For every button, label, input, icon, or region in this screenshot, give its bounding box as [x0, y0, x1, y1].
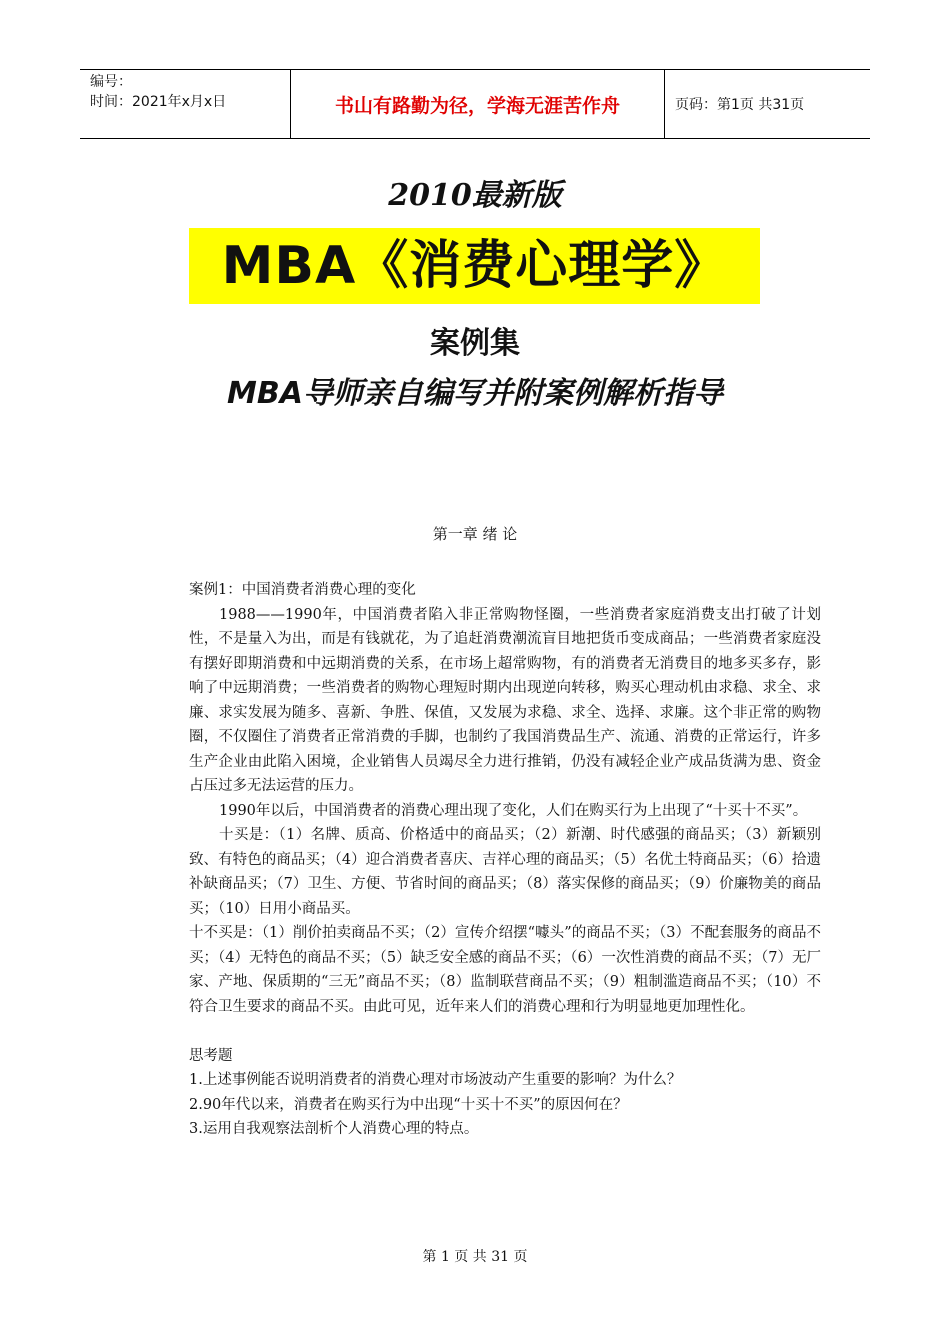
header-page-label: 页码：第1页 共31页 — [675, 97, 805, 113]
title-main: MBA《消费心理学》 — [221, 236, 728, 296]
question-item: 1.上述事例能否说明消费者的消费心理对市场波动产生重要的影响？为什么？ — [189, 1072, 682, 1088]
questions-heading: 思考题 — [189, 1047, 233, 1064]
header-meta-cell — [80, 70, 290, 138]
case-title: 案例1：中国消费者消费心理的变化 — [189, 582, 416, 598]
chapter-heading: 第一章 绪 论 — [432, 525, 518, 543]
case-paragraph-2: 1990年以后，中国消费者的消费心理出现了变化，人们在购买行为上出现了“十买十不买”。 — [219, 802, 808, 819]
title-subtitle-2: MBA导师亲自编写并附案例解析指导 — [227, 376, 723, 411]
case-paragraph-3: 十买是：（1）名牌、质高、价格适中的商品买；（2）新潮、时代感强的商品买；（3）新颖别致、有特色的商品买；（4）迎合消费者喜庆、吉祥心理的商品买；（5）名优土特商品买；（6）拾遗补缺商品买；（7）卫生、方便、节省时间的商品买；（8）落实保修的商品买；（9）价廉物美的商品买；（10）日用小商品买。 — [189, 827, 821, 917]
time-label: 时间：2021年x月x日 — [90, 94, 227, 110]
case-paragraph-4: 十不买是：（1）削价拍卖商品不买；（2）宣传介绍摆“噱头”的商品不买；（3）不配套服务的商品不买；（4）无特色的商品不买；（5）缺乏安全感的商品不买；（6）一次性消费的商品不买；（7）无厂家、产地、保质期的“三无”商品不买；（8）监制联营商品不买；（9）粗制滥造商品不买；（10）不符合卫生要求的商品不买。由此可见，近年来人们的消费心理和行为明显地更加理性化。 — [189, 925, 821, 1015]
question-item: 2.90年代以来，消费者在购买行为中出现“十买十不买”的原因何在？ — [189, 1096, 628, 1113]
header-table — [80, 69, 870, 139]
case-paragraph-1: 1988——1990年，中国消费者陷入非正常购物怪圈，一些消费者家庭消费支出打破了计划性，不是量入为出，而是有钱就花，为了追赶消费潮流盲目地把货币变成商品；一些消费者家庭没有摆好即期消费和中远期消费的关系，在市场上超常购物，有的消费者无消费目的地多买多存，影响了中远期消费；一些消费者的购物心理短时期内出现逆向转移，购买心理动机由求稳、求全、求廉、求实发展为随多、喜新、争胜、保值，又发展为求稳、求全、选择、求廉。这个非正常的购物圈，不仅圈住了消费者正常消费的手脚，也制约了我国消费品生产、流通、消费的正常运行，许多生产企业由此陷入困境，企业销售人员竭尽全力进行推销，仍没有减轻企业产成品货满为患、资金占压过多无法运营的压力。 — [189, 606, 821, 794]
title-year-line: 2010最新版 — [388, 178, 562, 213]
page-footer: 第 1 页 共 31 页 — [422, 1249, 528, 1265]
number-label: 编号： — [90, 74, 132, 90]
title-highlight — [189, 228, 760, 304]
question-item: 3.运用自我观察法剖析个人消费心理的特点。 — [189, 1121, 479, 1137]
document-body — [189, 578, 821, 1142]
header-motto: 书山有路勤为径，学海无涯苦作舟 — [290, 70, 665, 138]
title-subtitle-1: 案例集 — [430, 326, 520, 361]
spacer — [189, 1019, 821, 1044]
